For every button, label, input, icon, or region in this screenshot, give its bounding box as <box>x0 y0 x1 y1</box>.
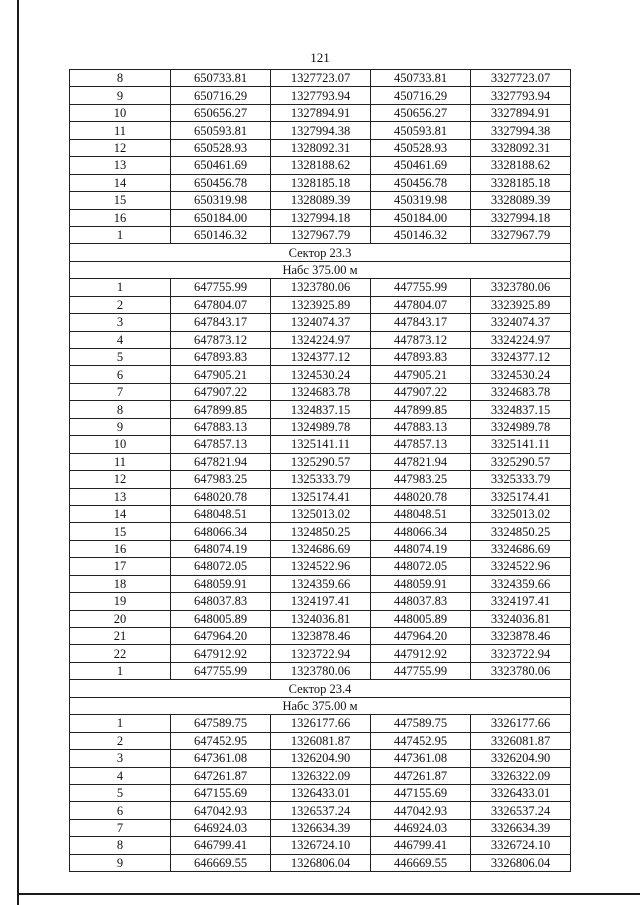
x2-coordinate-cell: 450461.69 <box>371 157 471 174</box>
table-row <box>70 87 571 104</box>
x-coordinate-cell: 650656.27 <box>171 104 271 121</box>
point-number-cell: 15 <box>70 523 171 540</box>
table-row <box>70 366 571 383</box>
x2-coordinate-cell: 450184.00 <box>371 209 471 226</box>
y-coordinate-cell: 1325174.41 <box>271 488 371 505</box>
table-row <box>70 139 571 156</box>
x2-coordinate-cell: 447873.12 <box>371 331 471 348</box>
section-header-row <box>70 697 571 714</box>
y-coordinate-cell: 1328185.18 <box>271 174 371 191</box>
coordinates-table <box>69 69 571 872</box>
x-coordinate-cell: 647452.95 <box>171 732 271 749</box>
table-row <box>70 349 571 366</box>
y2-coordinate-cell: 3327967.79 <box>471 226 571 243</box>
x-coordinate-cell: 647899.85 <box>171 401 271 418</box>
point-number-cell: 21 <box>70 628 171 645</box>
y2-coordinate-cell: 3325290.57 <box>471 453 571 470</box>
point-number-cell: 1 <box>70 226 171 243</box>
x-coordinate-cell: 647905.21 <box>171 366 271 383</box>
x-coordinate-cell: 647983.25 <box>171 471 271 488</box>
point-number-cell: 19 <box>70 593 171 610</box>
y2-coordinate-cell: 3325174.41 <box>471 488 571 505</box>
x2-coordinate-cell: 450716.29 <box>371 87 471 104</box>
x2-coordinate-cell: 447883.13 <box>371 418 471 435</box>
y2-coordinate-cell: 3324197.41 <box>471 593 571 610</box>
table-row <box>70 279 571 296</box>
point-number-cell: 2 <box>70 296 171 313</box>
point-number-cell: 20 <box>70 610 171 627</box>
y-coordinate-cell: 1324989.78 <box>271 418 371 435</box>
table-row <box>70 540 571 557</box>
x-coordinate-cell: 648037.83 <box>171 593 271 610</box>
point-number-cell: 13 <box>70 157 171 174</box>
point-number-cell: 9 <box>70 854 171 871</box>
point-number-cell: 4 <box>70 331 171 348</box>
point-number-cell: 1 <box>70 715 171 732</box>
y2-coordinate-cell: 3324989.78 <box>471 418 571 435</box>
point-number-cell: 3 <box>70 314 171 331</box>
y-coordinate-cell: 1325290.57 <box>271 453 371 470</box>
x-coordinate-cell: 650146.32 <box>171 226 271 243</box>
x2-coordinate-cell: 448074.19 <box>371 540 471 557</box>
point-number-cell: 2 <box>70 732 171 749</box>
y2-coordinate-cell: 3324683.78 <box>471 383 571 400</box>
table-row <box>70 662 571 679</box>
section-header-cell: Набс 375.00 м <box>70 697 571 714</box>
point-number-cell: 8 <box>70 837 171 854</box>
table-row <box>70 383 571 400</box>
y2-coordinate-cell: 3328185.18 <box>471 174 571 191</box>
x2-coordinate-cell: 447452.95 <box>371 732 471 749</box>
table-row <box>70 854 571 871</box>
x2-coordinate-cell: 447361.08 <box>371 750 471 767</box>
x2-coordinate-cell: 447983.25 <box>371 471 471 488</box>
table-row <box>70 732 571 749</box>
point-number-cell: 10 <box>70 104 171 121</box>
point-number-cell: 13 <box>70 488 171 505</box>
x2-coordinate-cell: 446799.41 <box>371 837 471 854</box>
x-coordinate-cell: 650733.81 <box>171 70 271 87</box>
section-header-row <box>70 680 571 697</box>
x-coordinate-cell: 650528.93 <box>171 139 271 156</box>
point-number-cell: 6 <box>70 802 171 819</box>
x-coordinate-cell: 647589.75 <box>171 715 271 732</box>
y-coordinate-cell: 1323878.46 <box>271 628 371 645</box>
y2-coordinate-cell: 3326634.39 <box>471 819 571 836</box>
section-header-cell: Сектор 23.4 <box>70 680 571 697</box>
y-coordinate-cell: 1324837.15 <box>271 401 371 418</box>
x2-coordinate-cell: 447821.94 <box>371 453 471 470</box>
x2-coordinate-cell: 447893.83 <box>371 349 471 366</box>
y-coordinate-cell: 1326433.01 <box>271 784 371 801</box>
y-coordinate-cell: 1326081.87 <box>271 732 371 749</box>
table-row <box>70 645 571 662</box>
y2-coordinate-cell: 3324837.15 <box>471 401 571 418</box>
x2-coordinate-cell: 450733.81 <box>371 70 471 87</box>
y-coordinate-cell: 1328089.39 <box>271 192 371 209</box>
point-number-cell: 10 <box>70 436 171 453</box>
x2-coordinate-cell: 448048.51 <box>371 505 471 522</box>
section-header-cell: Сектор 23.3 <box>70 244 571 261</box>
coordinates-table-body <box>70 70 571 872</box>
table-row <box>70 453 571 470</box>
page-number: 121 <box>310 50 330 65</box>
x-coordinate-cell: 650456.78 <box>171 174 271 191</box>
x-coordinate-cell: 650716.29 <box>171 87 271 104</box>
y2-coordinate-cell: 3326537.24 <box>471 802 571 819</box>
y2-coordinate-cell: 3324377.12 <box>471 349 571 366</box>
x2-coordinate-cell: 447905.21 <box>371 366 471 383</box>
table-row <box>70 157 571 174</box>
x2-coordinate-cell: 447857.13 <box>371 436 471 453</box>
table-row <box>70 436 571 453</box>
y2-coordinate-cell: 3324359.66 <box>471 575 571 592</box>
x2-coordinate-cell: 447899.85 <box>371 401 471 418</box>
point-number-cell: 5 <box>70 784 171 801</box>
page-frame-left-border <box>17 0 19 905</box>
x2-coordinate-cell: 447804.07 <box>371 296 471 313</box>
y-coordinate-cell: 1325141.11 <box>271 436 371 453</box>
y-coordinate-cell: 1327723.07 <box>271 70 371 87</box>
x2-coordinate-cell: 448020.78 <box>371 488 471 505</box>
y2-coordinate-cell: 3326806.04 <box>471 854 571 871</box>
point-number-cell: 8 <box>70 401 171 418</box>
point-number-cell: 9 <box>70 87 171 104</box>
x-coordinate-cell: 648059.91 <box>171 575 271 592</box>
table-row <box>70 314 571 331</box>
y2-coordinate-cell: 3324224.97 <box>471 331 571 348</box>
y-coordinate-cell: 1324850.25 <box>271 523 371 540</box>
x2-coordinate-cell: 446669.55 <box>371 854 471 871</box>
x-coordinate-cell: 647755.99 <box>171 279 271 296</box>
point-number-cell: 4 <box>70 767 171 784</box>
table-row <box>70 209 571 226</box>
x-coordinate-cell: 647155.69 <box>171 784 271 801</box>
x-coordinate-cell: 648074.19 <box>171 540 271 557</box>
y2-coordinate-cell: 3325141.11 <box>471 436 571 453</box>
point-number-cell: 5 <box>70 349 171 366</box>
table-row <box>70 575 571 592</box>
y2-coordinate-cell: 3323878.46 <box>471 628 571 645</box>
point-number-cell: 22 <box>70 645 171 662</box>
x2-coordinate-cell: 450656.27 <box>371 104 471 121</box>
x-coordinate-cell: 647755.99 <box>171 662 271 679</box>
y-coordinate-cell: 1327967.79 <box>271 226 371 243</box>
x2-coordinate-cell: 448072.05 <box>371 558 471 575</box>
table-row <box>70 715 571 732</box>
x-coordinate-cell: 647821.94 <box>171 453 271 470</box>
y2-coordinate-cell: 3326724.10 <box>471 837 571 854</box>
x-coordinate-cell: 646799.41 <box>171 837 271 854</box>
point-number-cell: 14 <box>70 505 171 522</box>
y2-coordinate-cell: 3327793.94 <box>471 87 571 104</box>
y-coordinate-cell: 1327994.18 <box>271 209 371 226</box>
table-row <box>70 523 571 540</box>
x-coordinate-cell: 648048.51 <box>171 505 271 522</box>
x2-coordinate-cell: 448037.83 <box>371 593 471 610</box>
x-coordinate-cell: 650593.81 <box>171 122 271 139</box>
y2-coordinate-cell: 3327723.07 <box>471 70 571 87</box>
x-coordinate-cell: 647883.13 <box>171 418 271 435</box>
y2-coordinate-cell: 3324686.69 <box>471 540 571 557</box>
y-coordinate-cell: 1324074.37 <box>271 314 371 331</box>
y-coordinate-cell: 1324197.41 <box>271 593 371 610</box>
x2-coordinate-cell: 447843.17 <box>371 314 471 331</box>
point-number-cell: 7 <box>70 383 171 400</box>
y-coordinate-cell: 1323780.06 <box>271 279 371 296</box>
x-coordinate-cell: 647912.92 <box>171 645 271 662</box>
x2-coordinate-cell: 450593.81 <box>371 122 471 139</box>
table-row <box>70 488 571 505</box>
y2-coordinate-cell: 3328089.39 <box>471 192 571 209</box>
y2-coordinate-cell: 3324850.25 <box>471 523 571 540</box>
table-row <box>70 628 571 645</box>
table-row <box>70 122 571 139</box>
x2-coordinate-cell: 447755.99 <box>371 662 471 679</box>
table-row <box>70 331 571 348</box>
table-row <box>70 192 571 209</box>
x2-coordinate-cell: 447964.20 <box>371 628 471 645</box>
y2-coordinate-cell: 3326322.09 <box>471 767 571 784</box>
x2-coordinate-cell: 446924.03 <box>371 819 471 836</box>
point-number-cell: 6 <box>70 366 171 383</box>
table-row <box>70 558 571 575</box>
point-number-cell: 11 <box>70 122 171 139</box>
y-coordinate-cell: 1324359.66 <box>271 575 371 592</box>
y-coordinate-cell: 1323780.06 <box>271 662 371 679</box>
x-coordinate-cell: 647907.22 <box>171 383 271 400</box>
table-row <box>70 401 571 418</box>
x2-coordinate-cell: 447907.22 <box>371 383 471 400</box>
table-row <box>70 750 571 767</box>
x2-coordinate-cell: 447042.93 <box>371 802 471 819</box>
y-coordinate-cell: 1326322.09 <box>271 767 371 784</box>
table-row <box>70 70 571 87</box>
y2-coordinate-cell: 3324074.37 <box>471 314 571 331</box>
page-frame-bottom-border <box>17 893 640 895</box>
table-row <box>70 296 571 313</box>
x2-coordinate-cell: 447155.69 <box>371 784 471 801</box>
x2-coordinate-cell: 448066.34 <box>371 523 471 540</box>
x-coordinate-cell: 647843.17 <box>171 314 271 331</box>
point-number-cell: 12 <box>70 471 171 488</box>
y2-coordinate-cell: 3323780.06 <box>471 279 571 296</box>
x-coordinate-cell: 650319.98 <box>171 192 271 209</box>
point-number-cell: 11 <box>70 453 171 470</box>
y-coordinate-cell: 1328188.62 <box>271 157 371 174</box>
x-coordinate-cell: 647893.83 <box>171 349 271 366</box>
x-coordinate-cell: 647857.13 <box>171 436 271 453</box>
point-number-cell: 12 <box>70 139 171 156</box>
table-row <box>70 837 571 854</box>
x-coordinate-cell: 646924.03 <box>171 819 271 836</box>
x2-coordinate-cell: 450528.93 <box>371 139 471 156</box>
x-coordinate-cell: 647873.12 <box>171 331 271 348</box>
y-coordinate-cell: 1325333.79 <box>271 471 371 488</box>
x-coordinate-cell: 648005.89 <box>171 610 271 627</box>
point-number-cell: 8 <box>70 70 171 87</box>
section-header-row <box>70 244 571 261</box>
table-row <box>70 610 571 627</box>
point-number-cell: 1 <box>70 279 171 296</box>
x2-coordinate-cell: 447755.99 <box>371 279 471 296</box>
x-coordinate-cell: 646669.55 <box>171 854 271 871</box>
y2-coordinate-cell: 3325013.02 <box>471 505 571 522</box>
y-coordinate-cell: 1325013.02 <box>271 505 371 522</box>
x2-coordinate-cell: 447261.87 <box>371 767 471 784</box>
x-coordinate-cell: 650184.00 <box>171 209 271 226</box>
y-coordinate-cell: 1326537.24 <box>271 802 371 819</box>
y2-coordinate-cell: 3326433.01 <box>471 784 571 801</box>
y2-coordinate-cell: 3326177.66 <box>471 715 571 732</box>
x2-coordinate-cell: 450146.32 <box>371 226 471 243</box>
table-row <box>70 418 571 435</box>
point-number-cell: 18 <box>70 575 171 592</box>
x-coordinate-cell: 650461.69 <box>171 157 271 174</box>
y-coordinate-cell: 1324522.96 <box>271 558 371 575</box>
y2-coordinate-cell: 3323780.06 <box>471 662 571 679</box>
y-coordinate-cell: 1324530.24 <box>271 366 371 383</box>
y2-coordinate-cell: 3328188.62 <box>471 157 571 174</box>
x2-coordinate-cell: 450319.98 <box>371 192 471 209</box>
y-coordinate-cell: 1324683.78 <box>271 383 371 400</box>
y2-coordinate-cell: 3326204.90 <box>471 750 571 767</box>
point-number-cell: 14 <box>70 174 171 191</box>
section-header-row <box>70 261 571 278</box>
y2-coordinate-cell: 3323722.94 <box>471 645 571 662</box>
y-coordinate-cell: 1327793.94 <box>271 87 371 104</box>
y2-coordinate-cell: 3328092.31 <box>471 139 571 156</box>
section-header-cell: Набс 375.00 м <box>70 261 571 278</box>
y-coordinate-cell: 1323925.89 <box>271 296 371 313</box>
y-coordinate-cell: 1324036.81 <box>271 610 371 627</box>
table-row <box>70 174 571 191</box>
table-row <box>70 471 571 488</box>
point-number-cell: 16 <box>70 540 171 557</box>
x-coordinate-cell: 648020.78 <box>171 488 271 505</box>
point-number-cell: 1 <box>70 662 171 679</box>
point-number-cell: 7 <box>70 819 171 836</box>
table-row <box>70 226 571 243</box>
y-coordinate-cell: 1326177.66 <box>271 715 371 732</box>
x-coordinate-cell: 647042.93 <box>171 802 271 819</box>
y-coordinate-cell: 1328092.31 <box>271 139 371 156</box>
table-row <box>70 784 571 801</box>
y-coordinate-cell: 1326634.39 <box>271 819 371 836</box>
x-coordinate-cell: 647964.20 <box>171 628 271 645</box>
y-coordinate-cell: 1324224.97 <box>271 331 371 348</box>
table-row <box>70 819 571 836</box>
x-coordinate-cell: 648072.05 <box>171 558 271 575</box>
y-coordinate-cell: 1324686.69 <box>271 540 371 557</box>
y-coordinate-cell: 1327994.38 <box>271 122 371 139</box>
y2-coordinate-cell: 3325333.79 <box>471 471 571 488</box>
table-row <box>70 767 571 784</box>
x2-coordinate-cell: 447589.75 <box>371 715 471 732</box>
x2-coordinate-cell: 448059.91 <box>371 575 471 592</box>
point-number-cell: 9 <box>70 418 171 435</box>
y2-coordinate-cell: 3324530.24 <box>471 366 571 383</box>
table-row <box>70 505 571 522</box>
y2-coordinate-cell: 3327994.18 <box>471 209 571 226</box>
y2-coordinate-cell: 3324036.81 <box>471 610 571 627</box>
table-row <box>70 802 571 819</box>
point-number-cell: 17 <box>70 558 171 575</box>
table-row <box>70 593 571 610</box>
y2-coordinate-cell: 3327894.91 <box>471 104 571 121</box>
y-coordinate-cell: 1326806.04 <box>271 854 371 871</box>
y2-coordinate-cell: 3326081.87 <box>471 732 571 749</box>
y2-coordinate-cell: 3327994.38 <box>471 122 571 139</box>
x-coordinate-cell: 647261.87 <box>171 767 271 784</box>
x2-coordinate-cell: 450456.78 <box>371 174 471 191</box>
x-coordinate-cell: 647361.08 <box>171 750 271 767</box>
point-number-cell: 3 <box>70 750 171 767</box>
table-row <box>70 104 571 121</box>
y-coordinate-cell: 1327894.91 <box>271 104 371 121</box>
y-coordinate-cell: 1324377.12 <box>271 349 371 366</box>
point-number-cell: 15 <box>70 192 171 209</box>
point-number-cell: 16 <box>70 209 171 226</box>
y-coordinate-cell: 1326724.10 <box>271 837 371 854</box>
y-coordinate-cell: 1323722.94 <box>271 645 371 662</box>
x2-coordinate-cell: 447912.92 <box>371 645 471 662</box>
y2-coordinate-cell: 3323925.89 <box>471 296 571 313</box>
y2-coordinate-cell: 3324522.96 <box>471 558 571 575</box>
y-coordinate-cell: 1326204.90 <box>271 750 371 767</box>
x-coordinate-cell: 647804.07 <box>171 296 271 313</box>
x2-coordinate-cell: 448005.89 <box>371 610 471 627</box>
x-coordinate-cell: 648066.34 <box>171 523 271 540</box>
